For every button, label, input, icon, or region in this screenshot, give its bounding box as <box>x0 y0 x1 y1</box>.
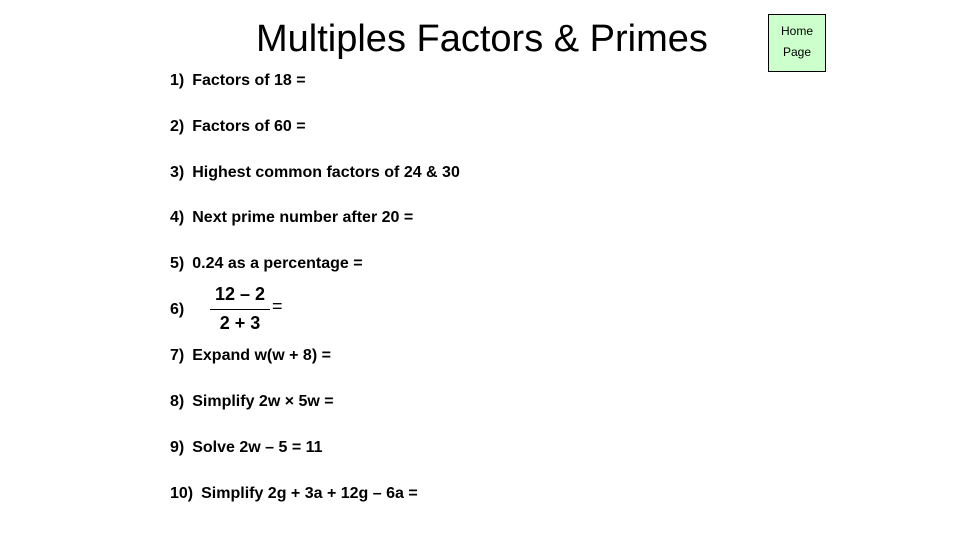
question-number: 5) <box>170 255 185 272</box>
question-text: Solve 2w – 5 = 11 <box>192 439 323 456</box>
question-10 <box>170 485 418 503</box>
home-page-button-label-line1: Home <box>780 24 813 38</box>
question-text: 0.24 as a percentage = <box>192 255 363 272</box>
home-page-button-label-line2: Page <box>782 45 812 59</box>
question-3 <box>170 164 460 182</box>
question-number: 6) <box>170 301 185 318</box>
question-number: 4) <box>170 209 185 226</box>
question-5 <box>170 255 363 273</box>
question-6-fraction <box>210 283 270 334</box>
question-1 <box>170 72 306 90</box>
question-number: 7) <box>170 347 185 364</box>
question-8 <box>170 393 334 411</box>
question-number: 10) <box>170 485 194 502</box>
question-text: Simplify 2w × 5w = <box>192 393 334 410</box>
question-number: 3) <box>170 164 185 181</box>
question-number: 1) <box>170 72 185 89</box>
question-number: 2) <box>170 118 185 135</box>
question-9 <box>170 439 323 457</box>
question-2 <box>170 118 306 136</box>
fraction-denominator: 2 + 3 <box>219 313 261 333</box>
home-page-button[interactable] <box>768 14 826 72</box>
question-text: Factors of 60 = <box>192 118 306 135</box>
question-6 <box>170 301 184 319</box>
question-text: Factors of 18 = <box>192 72 306 89</box>
question-text: Simplify 2g + 3a + 12g – 6a = <box>201 485 418 502</box>
question-4 <box>170 209 413 227</box>
question-number: 9) <box>170 439 185 456</box>
question-text: Expand w(w + 8) = <box>192 347 331 364</box>
question-text: Highest common factors of 24 & 30 <box>192 164 460 181</box>
fraction-numerator: 12 – 2 <box>214 284 266 304</box>
page-title: Multiples Factors & Primes <box>256 18 708 60</box>
question-number: 8) <box>170 393 185 410</box>
fraction-equals-sign: = <box>272 296 283 316</box>
fraction-bar <box>210 309 270 310</box>
question-text: Next prime number after 20 = <box>192 209 414 226</box>
question-7 <box>170 347 331 365</box>
